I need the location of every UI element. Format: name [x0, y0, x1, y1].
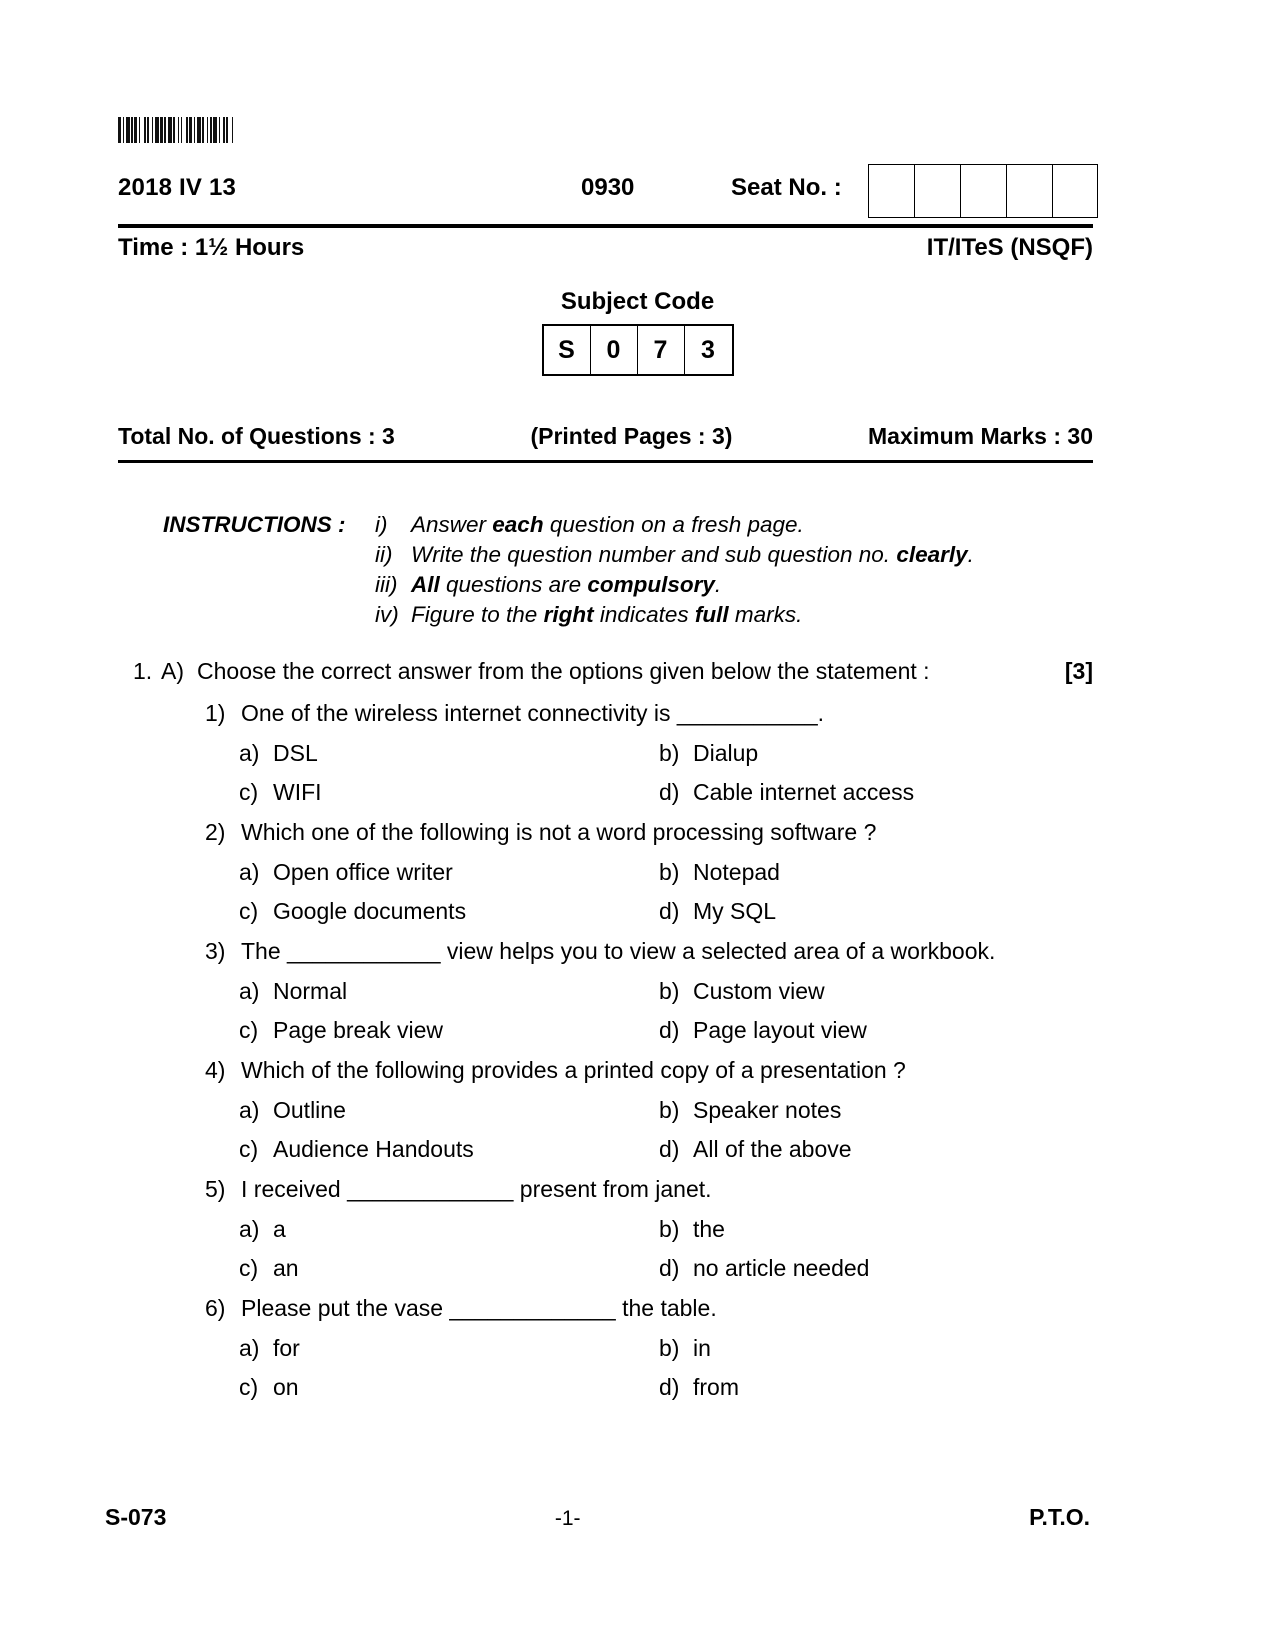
subject-code-section — [0, 288, 1275, 376]
option-label: b) — [659, 859, 680, 885]
question-item-number: 1) — [205, 700, 226, 726]
header-divider-bottom — [118, 460, 1093, 463]
answer-option[interactable] — [659, 779, 1095, 806]
question-item — [205, 700, 1095, 818]
option-label: d) — [659, 1136, 680, 1162]
instruction-text: All questions are compulsory. — [411, 572, 722, 597]
question-item-number: 2) — [205, 819, 226, 845]
header-divider-top — [118, 224, 1093, 228]
option-text: Cable internet access — [693, 779, 915, 805]
answer-option[interactable] — [239, 1216, 659, 1243]
seat-no-cell-2[interactable] — [914, 164, 960, 218]
question-item — [205, 1295, 1095, 1413]
subject-code-boxes — [542, 324, 734, 376]
option-text: WIFI — [273, 779, 322, 805]
exam-duration: Time : 1½ Hours — [118, 234, 305, 261]
option-label: b) — [659, 1335, 680, 1361]
answer-option[interactable] — [239, 978, 659, 1005]
question-item-number: 3) — [205, 938, 226, 964]
question-number: 1. — [133, 658, 153, 684]
question-stem-row — [205, 700, 1095, 740]
option-row — [205, 1097, 1095, 1136]
option-label: d) — [659, 898, 680, 924]
option-row — [205, 1335, 1095, 1374]
option-row — [205, 740, 1095, 779]
option-row — [205, 859, 1095, 898]
seat-no-label: Seat No. : — [731, 174, 842, 201]
seat-no-cell-3[interactable] — [960, 164, 1006, 218]
answer-option[interactable] — [239, 1017, 659, 1044]
option-row — [205, 1374, 1095, 1413]
instruction-text: Figure to the right indicates full marks. — [411, 602, 803, 627]
question-item-number: 6) — [205, 1295, 226, 1321]
instructions-heading: INSTRUCTIONS : — [163, 512, 346, 537]
seat-no-cell-5[interactable] — [1052, 164, 1098, 218]
option-row — [205, 1017, 1095, 1056]
header-row-primary — [118, 168, 1093, 212]
total-questions: Total No. of Questions : 3 — [118, 423, 395, 449]
option-text: a — [273, 1216, 286, 1242]
question-stem-row — [205, 938, 1095, 978]
option-text: DSL — [273, 740, 318, 766]
question-item-text: I received _____________ present from janet. — [241, 1176, 712, 1202]
printed-pages: (Printed Pages : 3) — [530, 423, 733, 449]
question-item-text: Which of the following provides a printed copy of a presentation ? — [241, 1057, 906, 1083]
option-label: c) — [239, 1255, 259, 1281]
option-text: Dialup — [693, 740, 759, 766]
option-text: Custom view — [693, 978, 825, 1004]
seat-no-input-boxes[interactable] — [868, 164, 1098, 218]
answer-option[interactable] — [659, 898, 1095, 925]
option-text: My SQL — [693, 898, 777, 924]
option-label: b) — [659, 978, 680, 1004]
option-label: a) — [239, 978, 260, 1004]
maximum-marks: Maximum Marks : 30 — [868, 423, 1093, 449]
instruction-number: ii) — [375, 542, 393, 567]
instruction-number: iv) — [375, 602, 399, 627]
instructions-block — [163, 510, 1093, 630]
instruction-number: iii) — [375, 572, 398, 597]
question-item-number: 5) — [205, 1176, 226, 1202]
question-stem-row — [205, 1057, 1095, 1097]
answer-option[interactable] — [239, 1097, 659, 1124]
option-row — [205, 1216, 1095, 1255]
seat-no-cell-1[interactable] — [868, 164, 914, 218]
option-row — [205, 1136, 1095, 1175]
instructions-list — [375, 510, 1093, 630]
option-row — [205, 898, 1095, 937]
answer-option[interactable] — [239, 1255, 659, 1282]
answer-option[interactable] — [659, 978, 1095, 1005]
option-text: Outline — [273, 1097, 346, 1123]
exam-stream: IT/ITeS (NSQF) — [926, 234, 1093, 261]
option-row — [205, 779, 1095, 818]
answer-option[interactable] — [659, 1216, 1095, 1243]
subject-code-cell-3: 7 — [638, 326, 685, 374]
option-text: no article needed — [693, 1255, 870, 1281]
answer-option[interactable] — [239, 779, 659, 806]
question-marks: [3] — [1064, 658, 1093, 684]
subject-code-title: Subject Code — [560, 288, 715, 315]
option-label: c) — [239, 1136, 259, 1162]
footer-paper-id: S-073 — [105, 1504, 167, 1530]
answer-option[interactable] — [659, 1097, 1095, 1124]
instruction-text: Write the question number and sub question no. clearly. — [411, 542, 974, 567]
option-text: in — [693, 1335, 711, 1361]
question-item — [205, 1176, 1095, 1294]
question-1a-item-list — [205, 700, 1095, 1414]
answer-option[interactable] — [659, 1255, 1095, 1282]
answer-option[interactable] — [239, 1136, 659, 1163]
instruction-number: i) — [375, 512, 388, 537]
option-text: All of the above — [693, 1136, 852, 1162]
subject-code-cell-4: 3 — [701, 335, 715, 364]
option-label: c) — [239, 1017, 259, 1043]
footer-page-number: -1- — [554, 1507, 581, 1530]
header-row-secondary — [118, 234, 1093, 262]
option-label: a) — [239, 1335, 260, 1361]
option-text: for — [273, 1335, 300, 1361]
answer-option[interactable] — [659, 859, 1095, 886]
answer-option[interactable] — [659, 1335, 1095, 1362]
option-label: a) — [239, 859, 260, 885]
instruction-item — [375, 570, 1093, 600]
subject-code-cell-1: S — [544, 326, 591, 374]
question-stem-row — [205, 819, 1095, 859]
subject-code-cell-2: 0 — [591, 326, 638, 374]
seat-no-cell-4[interactable] — [1006, 164, 1052, 218]
question-item — [205, 938, 1095, 1056]
answer-option[interactable] — [239, 898, 659, 925]
question-item-text: Please put the vase _____________ the table. — [241, 1295, 717, 1321]
option-label: d) — [659, 1374, 680, 1400]
barcode-image — [118, 117, 266, 143]
option-text: Normal — [273, 978, 348, 1004]
option-text: the — [693, 1216, 725, 1242]
question-stem-row — [205, 1176, 1095, 1216]
answer-option[interactable] — [659, 740, 1095, 767]
option-text: on — [273, 1374, 299, 1400]
answer-option[interactable] — [239, 859, 659, 886]
question-item-text: Which one of the following is not a word processing software ? — [241, 819, 877, 845]
question-item-text: The ____________ view helps you to view a selected area of a workbook. — [241, 938, 996, 964]
instruction-text: Answer each question on a fresh page. — [411, 512, 804, 537]
option-label: a) — [239, 740, 260, 766]
option-label: a) — [239, 1097, 260, 1123]
option-label: b) — [659, 1097, 680, 1123]
option-text: Google documents — [273, 898, 467, 924]
answer-option[interactable] — [659, 1136, 1095, 1163]
answer-option[interactable] — [659, 1374, 1095, 1401]
option-label: c) — [239, 898, 259, 924]
option-text: Open office writer — [273, 859, 453, 885]
option-label: b) — [659, 740, 680, 766]
answer-option[interactable] — [239, 1335, 659, 1362]
question-item — [205, 819, 1095, 937]
question-stem-row — [205, 1295, 1095, 1335]
option-text: Page layout view — [693, 1017, 867, 1043]
answer-option[interactable] — [239, 1374, 659, 1401]
option-row — [205, 1255, 1095, 1294]
question-item-number: 4) — [205, 1057, 226, 1083]
answer-option[interactable] — [239, 740, 659, 767]
paper-code: 0930 — [581, 174, 635, 201]
option-text: Notepad — [693, 859, 780, 885]
option-text: an — [273, 1255, 299, 1281]
option-text: Audience Handouts — [273, 1136, 474, 1162]
option-text: Page break view — [273, 1017, 444, 1043]
option-label: d) — [659, 779, 680, 805]
option-row — [205, 978, 1095, 1017]
question-item — [205, 1057, 1095, 1175]
instruction-item — [375, 540, 1093, 570]
question-item-text: One of the wireless internet connectivity is ___________. — [241, 700, 825, 726]
barcode-bar — [233, 117, 235, 143]
footer-pto: P.T.O. — [1029, 1504, 1090, 1530]
option-label: d) — [659, 1017, 680, 1043]
option-label: b) — [659, 1216, 680, 1242]
question-1a-heading — [133, 658, 1093, 685]
paper-meta-row — [118, 423, 1093, 450]
option-label: c) — [239, 1374, 259, 1400]
option-text: Speaker notes — [693, 1097, 842, 1123]
option-label: a) — [239, 1216, 260, 1242]
instruction-item — [375, 600, 1093, 630]
option-label: c) — [239, 779, 259, 805]
question-prompt: Choose the correct answer from the options given below the statement : — [197, 658, 930, 684]
exam-date: 2018 IV 13 — [118, 174, 237, 201]
instruction-item — [375, 510, 1093, 540]
option-text: from — [693, 1374, 739, 1400]
option-label: d) — [659, 1255, 680, 1281]
question-sub-label: A) — [161, 658, 184, 684]
page-footer — [105, 1504, 1090, 1531]
answer-option[interactable] — [659, 1017, 1095, 1044]
